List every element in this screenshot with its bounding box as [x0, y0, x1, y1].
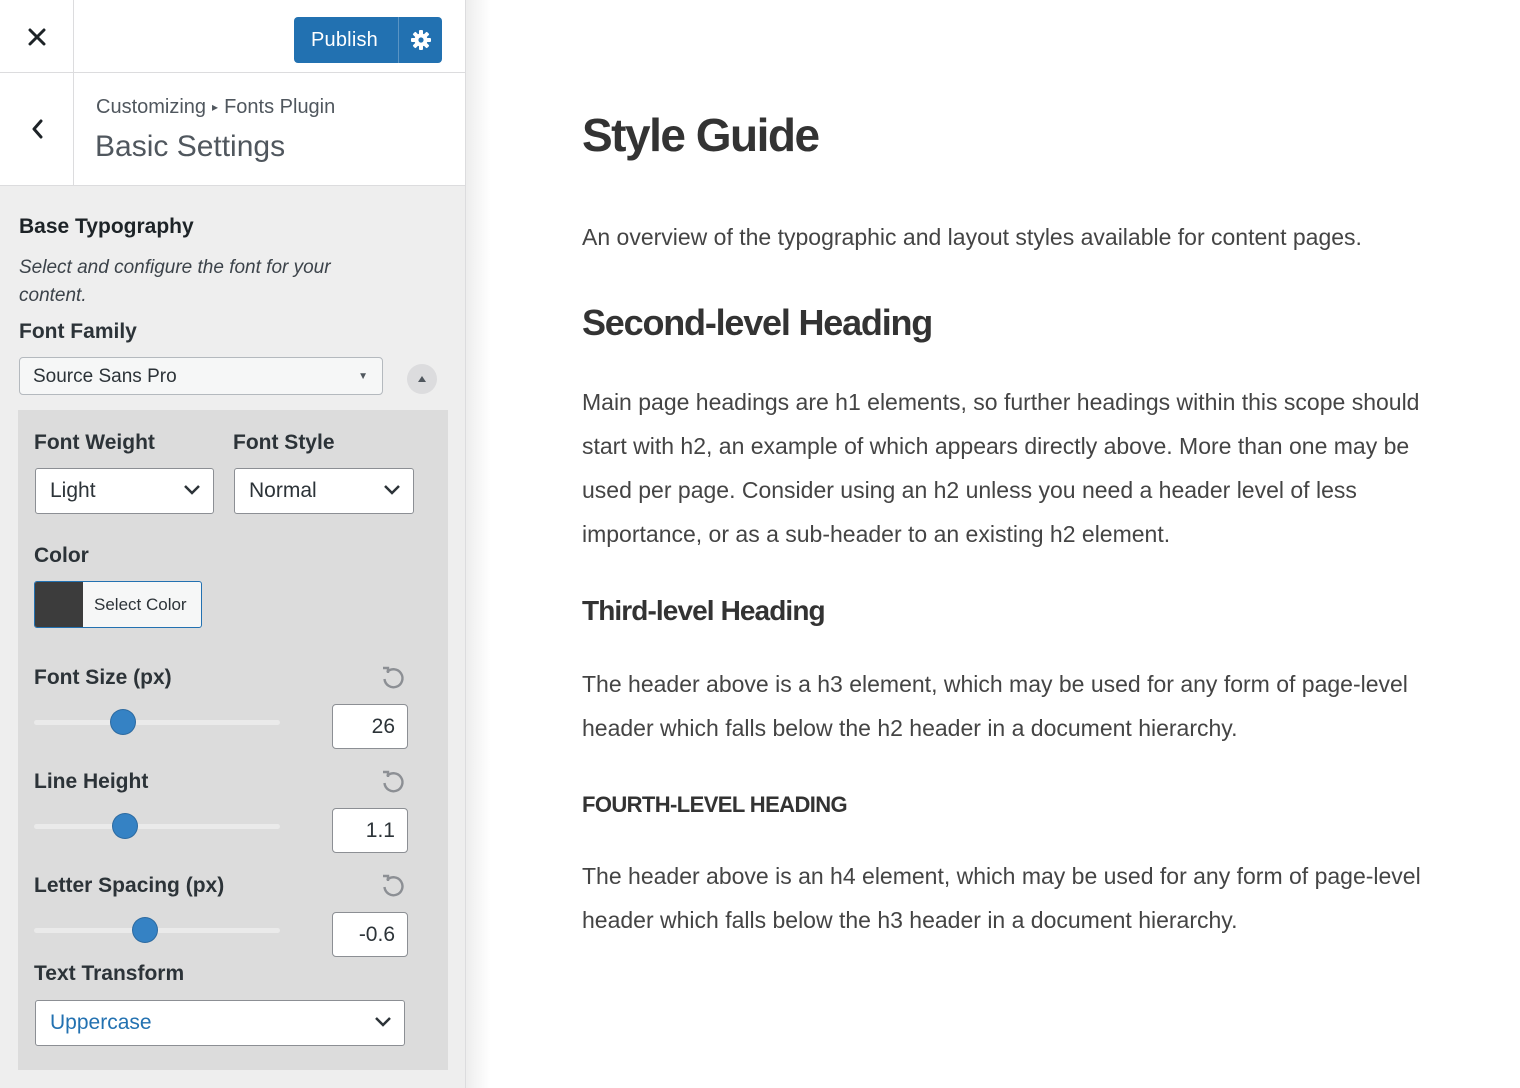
- close-button[interactable]: [0, 0, 74, 73]
- paragraph-line: The header above is a h3 element, which may be used for any form of page-level: [582, 671, 1408, 697]
- paragraph-line: header which falls below the h2 header in a document hierarchy.: [582, 715, 1238, 741]
- text-transform-value: Uppercase: [50, 1011, 152, 1034]
- reset-icon[interactable]: [380, 769, 406, 795]
- text-transform-select[interactable]: [35, 1000, 405, 1046]
- breadcrumb-separator: ▸: [212, 100, 219, 114]
- collapse-settings-button[interactable]: [407, 364, 437, 394]
- font-style-value: Normal: [249, 479, 317, 502]
- section-description: Select and configure the font for your content.: [19, 257, 331, 306]
- letter-spacing-input[interactable]: -0.6: [332, 912, 408, 957]
- breadcrumb: [96, 96, 335, 119]
- line-height-input[interactable]: 1.1: [332, 808, 408, 853]
- back-button[interactable]: [0, 73, 74, 185]
- line-height-slider[interactable]: [34, 824, 280, 829]
- preview-heading-3: Third-level Heading: [582, 595, 825, 626]
- chevron-down-icon: [383, 484, 401, 496]
- close-icon: [28, 28, 46, 46]
- font-style-select[interactable]: [234, 468, 414, 514]
- customizer-topbar: [0, 0, 465, 73]
- preview-h2-paragraph: [582, 380, 1482, 556]
- breadcrumb-section: Fonts Plugin: [224, 96, 336, 118]
- line-height-label: Line Height: [34, 770, 149, 793]
- publish-button[interactable]: [294, 17, 442, 63]
- letter-spacing-label: Letter Spacing (px): [34, 874, 225, 897]
- select-color-button[interactable]: [34, 581, 202, 628]
- publish-settings-button[interactable]: [399, 17, 442, 63]
- preview-h4-paragraph: [582, 854, 1482, 942]
- font-weight-value: Light: [50, 479, 96, 502]
- color-label: Color: [34, 544, 89, 567]
- font-weight-select[interactable]: [35, 468, 214, 514]
- font-size-input[interactable]: 26: [332, 704, 408, 749]
- font-family-select[interactable]: [19, 357, 383, 395]
- font-size-slider[interactable]: [34, 720, 280, 725]
- chevron-down-icon: [183, 484, 201, 496]
- sidebar-shadow: [466, 0, 490, 1088]
- font-size-label: Font Size (px): [34, 666, 172, 689]
- letter-spacing-slider[interactable]: [34, 928, 280, 933]
- breadcrumb-root: Customizing: [96, 96, 207, 118]
- paragraph-line: start with h2, an example of which appears directly above. More than one may be: [582, 433, 1410, 459]
- font-size-slider-handle[interactable]: [111, 710, 135, 734]
- preview-heading-4: FOURTH-LEVEL HEADING: [582, 792, 848, 817]
- reset-icon[interactable]: [380, 665, 406, 691]
- paragraph-line: used per page. Consider using an h2 unless you need a header level of less: [582, 477, 1357, 503]
- color-swatch: [35, 582, 83, 627]
- gear-icon: [410, 29, 432, 51]
- select-color-label: Select Color: [94, 595, 187, 614]
- text-transform-label: Text Transform: [34, 962, 185, 985]
- font-style-label: Font Style: [233, 431, 335, 454]
- preview-heading-2: Second-level Heading: [582, 302, 933, 343]
- chevron-left-icon: [30, 118, 44, 140]
- caret-up-icon: [417, 375, 427, 383]
- paragraph-line: header which falls below the h3 header in a document hierarchy.: [582, 907, 1238, 933]
- font-family-value: Source Sans Pro: [33, 366, 177, 387]
- line-height-slider-handle[interactable]: [113, 814, 137, 838]
- paragraph-line: The header above is an h4 element, which may be used for any form of page-level: [582, 863, 1421, 889]
- panel-title: Basic Settings: [95, 130, 286, 163]
- preview-lead-paragraph: An overview of the typographic and layout styles available for content pages.: [582, 224, 1362, 250]
- preview-h3-paragraph: [582, 662, 1482, 750]
- paragraph-line: Main page headings are h1 elements, so further headings within this scope should: [582, 389, 1420, 415]
- publish-label: Publish: [311, 28, 378, 51]
- font-family-label: Font Family: [19, 320, 137, 343]
- caret-down-icon: ▼: [358, 371, 368, 382]
- preview-heading-1: Style Guide: [582, 109, 819, 161]
- reset-icon[interactable]: [380, 873, 406, 899]
- panel-header: [0, 73, 465, 186]
- section-title: Base Typography: [19, 215, 194, 238]
- paragraph-line: importance, or as a sub-header to an existing h2 element.: [582, 521, 1171, 547]
- chevron-down-icon: [374, 1016, 392, 1028]
- customizer-sidebar: [0, 0, 466, 1088]
- font-weight-label: Font Weight: [34, 431, 155, 454]
- letter-spacing-slider-handle[interactable]: [133, 918, 157, 942]
